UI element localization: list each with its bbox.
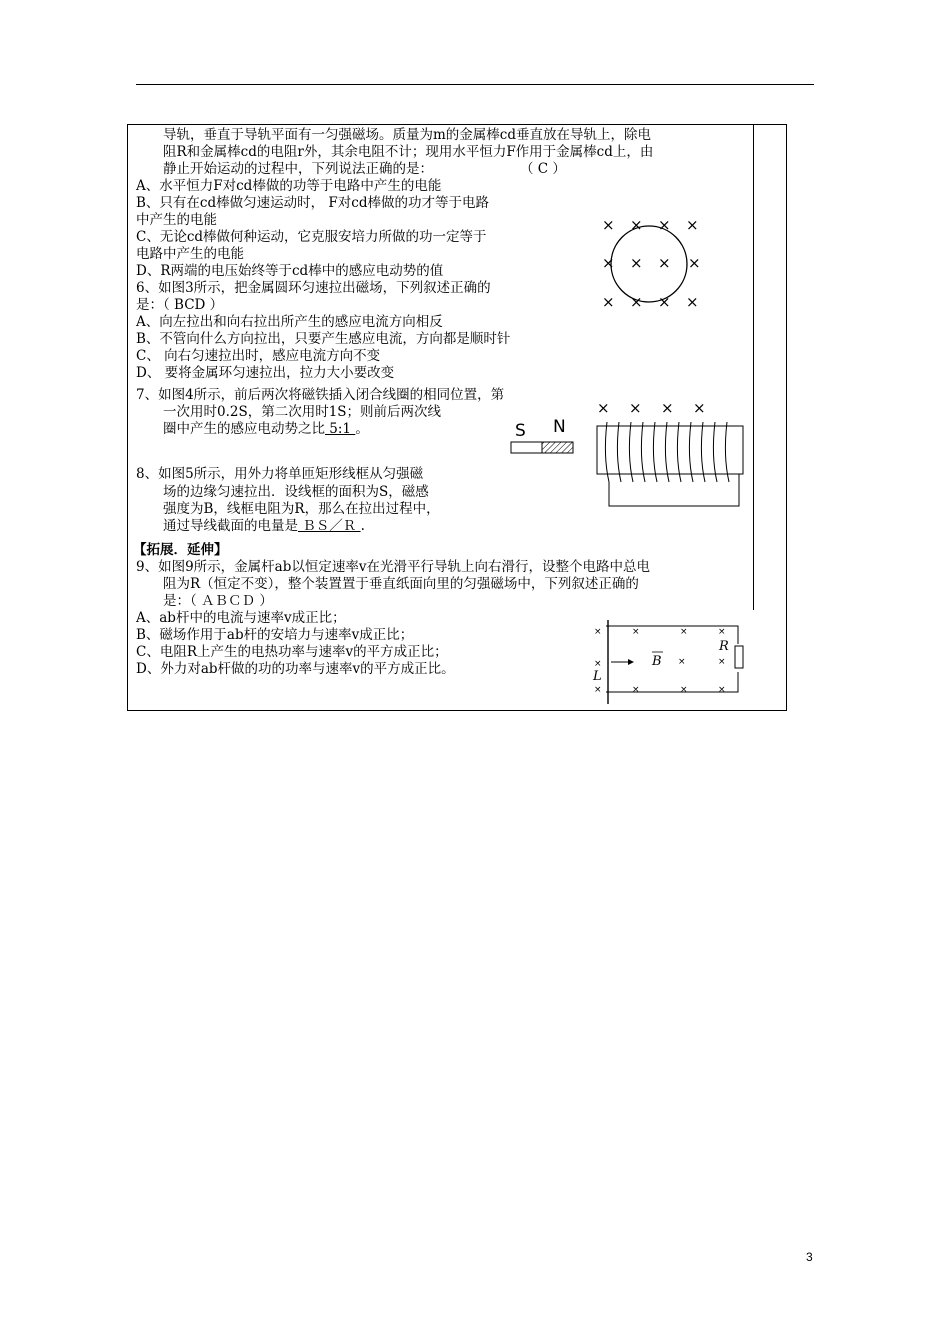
q9-option-c: C、电阻R上产生的电热功率与速率v的平方成正比；	[136, 644, 448, 660]
q8-text: 通过导线截面的电量是	[163, 518, 298, 534]
q7-line-2: 一次用时0.2S，第二次用时1S；则前后两次线	[163, 404, 442, 420]
field-cross: ×	[602, 254, 615, 272]
field-cross: ×	[602, 216, 615, 234]
field-cross: ×	[686, 216, 699, 234]
field-cross: ×	[630, 293, 643, 311]
header-rule	[136, 84, 814, 85]
q8-end: .	[360, 518, 365, 534]
q8-line-4	[163, 518, 365, 534]
magnet-s-label: S	[515, 421, 526, 441]
resistor	[735, 646, 743, 668]
q5-line-1: 导轨，垂直于导轨平面有一匀强磁场。质量为m的金属棒cd垂直放在导轨上，除电	[163, 127, 652, 143]
length-label: L	[593, 669, 602, 684]
field-cross: ×	[632, 627, 640, 637]
q5-option-c: C、无论cd棒做何种运动，它克服安培力所做的功一定等于	[136, 229, 487, 245]
q9-answer: 是：（ ＡＢＣＤ ）	[163, 593, 273, 609]
field-cross: ×	[693, 399, 706, 417]
q7-end: 。	[355, 421, 369, 437]
field-cross: ×	[658, 254, 671, 272]
field-cross: ×	[597, 399, 610, 417]
field-cross: ×	[630, 216, 643, 234]
q6-answer: 是：（ BCD ）	[136, 297, 224, 313]
q9-option-d: D、外力对ab杆做的功的功率与速率v的平方成正比。	[136, 661, 455, 677]
field-cross: ×	[594, 685, 602, 695]
field-cross: ×	[658, 216, 671, 234]
q6-option-c: C、 向右匀速拉出时，感应电流方向不变	[136, 348, 381, 364]
q8-line-3: 强度为B，线框电阻为R，那么在拉出过程中，	[163, 501, 440, 517]
q9-option-b: B、磁场作用于ab杆的安培力与速率v成正比；	[136, 627, 414, 643]
velocity-arrow	[628, 659, 634, 665]
field-cross: ×	[602, 293, 615, 311]
q6-option-b: B、不管向什么方向拉出，只要产生感应电流，方向都是顺时针	[136, 331, 511, 347]
q5-line-2: 阻R和金属棒cd的电阻r外，其余电阻不计；现用水平恒力F作用于金属棒cd上，由	[163, 144, 654, 160]
coil-windings	[605, 422, 729, 482]
page-number: 3	[806, 1250, 813, 1264]
field-cross: ×	[658, 293, 671, 311]
figure-ring-in-field	[596, 210, 716, 315]
q9-line-2: 阻为R（恒定不变），整个装置置于垂直纸面向里的匀强磁场中，下列叙述正确的	[163, 576, 639, 592]
field-cross: ×	[688, 254, 701, 272]
field-cross: ×	[661, 399, 674, 417]
section-heading-extension: 【拓展．延伸】	[133, 542, 228, 558]
field-cross: ×	[594, 627, 602, 637]
q9-line-1: 9、如图9所示，金属杆ab以恒定速率v在光滑平行导轨上向右滑行，设整个电路中总电	[136, 559, 650, 575]
bar-magnet-n-end	[542, 442, 573, 453]
q7-line-1: 7、如图4所示，前后两次将磁铁插入闭合线圈的相同位置，第	[136, 387, 505, 403]
figure-magnet-coil	[505, 396, 755, 511]
inner-frame-rule	[753, 124, 754, 610]
field-cross: ×	[594, 659, 602, 669]
field-cross: ×	[678, 657, 686, 667]
q7-line-3	[163, 421, 369, 437]
field-cross: ×	[629, 399, 642, 417]
metal-ring	[611, 226, 687, 302]
field-cross: ×	[718, 685, 726, 695]
resistor-label: R	[719, 639, 729, 654]
q8-line-2: 场的边缘匀速拉出．设线框的面积为S，磁感	[163, 484, 429, 500]
q9-option-a: A、ab杆中的电流与速率v成正比；	[136, 610, 346, 626]
coil-wire	[609, 474, 739, 506]
q5-option-d: D、R两端的电压始终等于cd棒中的感应电动势的值	[136, 263, 444, 279]
q7-answer: 5:1	[325, 421, 356, 437]
q6-stem: 6、如图3所示，把金属圆环匀速拉出磁场，下列叙述正确的	[136, 280, 491, 296]
field-cross: ×	[680, 685, 688, 695]
magnet-n-label: N	[553, 417, 566, 437]
field-cross: ×	[632, 685, 640, 695]
field-cross: ×	[718, 657, 726, 667]
field-cross: ×	[686, 293, 699, 311]
q5-option-a: A、水平恒力F对cd棒做的功等于电路中产生的电能	[136, 178, 442, 194]
q5-answer: （ C ）	[520, 161, 566, 177]
field-cross: ×	[680, 627, 688, 637]
field-label: B	[652, 654, 662, 669]
q8-answer: ＢＳ／Ｒ	[298, 518, 361, 534]
field-cross: ×	[630, 254, 643, 272]
q5-option-b: B、只有在cd棒做匀速运动时， F对cd棒做的功才等于电路	[136, 195, 489, 211]
field-cross: ×	[718, 627, 726, 637]
q6-option-d: D、 要将金属环匀速拉出，拉力大小要改变	[136, 365, 395, 381]
q7-text: 圈中产生的感应电动势之比	[163, 421, 325, 437]
q5-line-3: 静止开始运动的过程中，下列说法正确的是：	[163, 161, 433, 177]
q6-option-a: A、向左拉出和向右拉出所产生的感应电流方向相反	[136, 314, 443, 330]
q5-option-b-cont: 中产生的电能	[136, 212, 217, 228]
figure-rail-circuit	[588, 614, 748, 706]
q5-option-c-cont: 电路中产生的电能	[136, 246, 244, 262]
q8-line-1: 8、如图5所示，用外力将单匝矩形线框从匀强磁	[136, 466, 424, 482]
